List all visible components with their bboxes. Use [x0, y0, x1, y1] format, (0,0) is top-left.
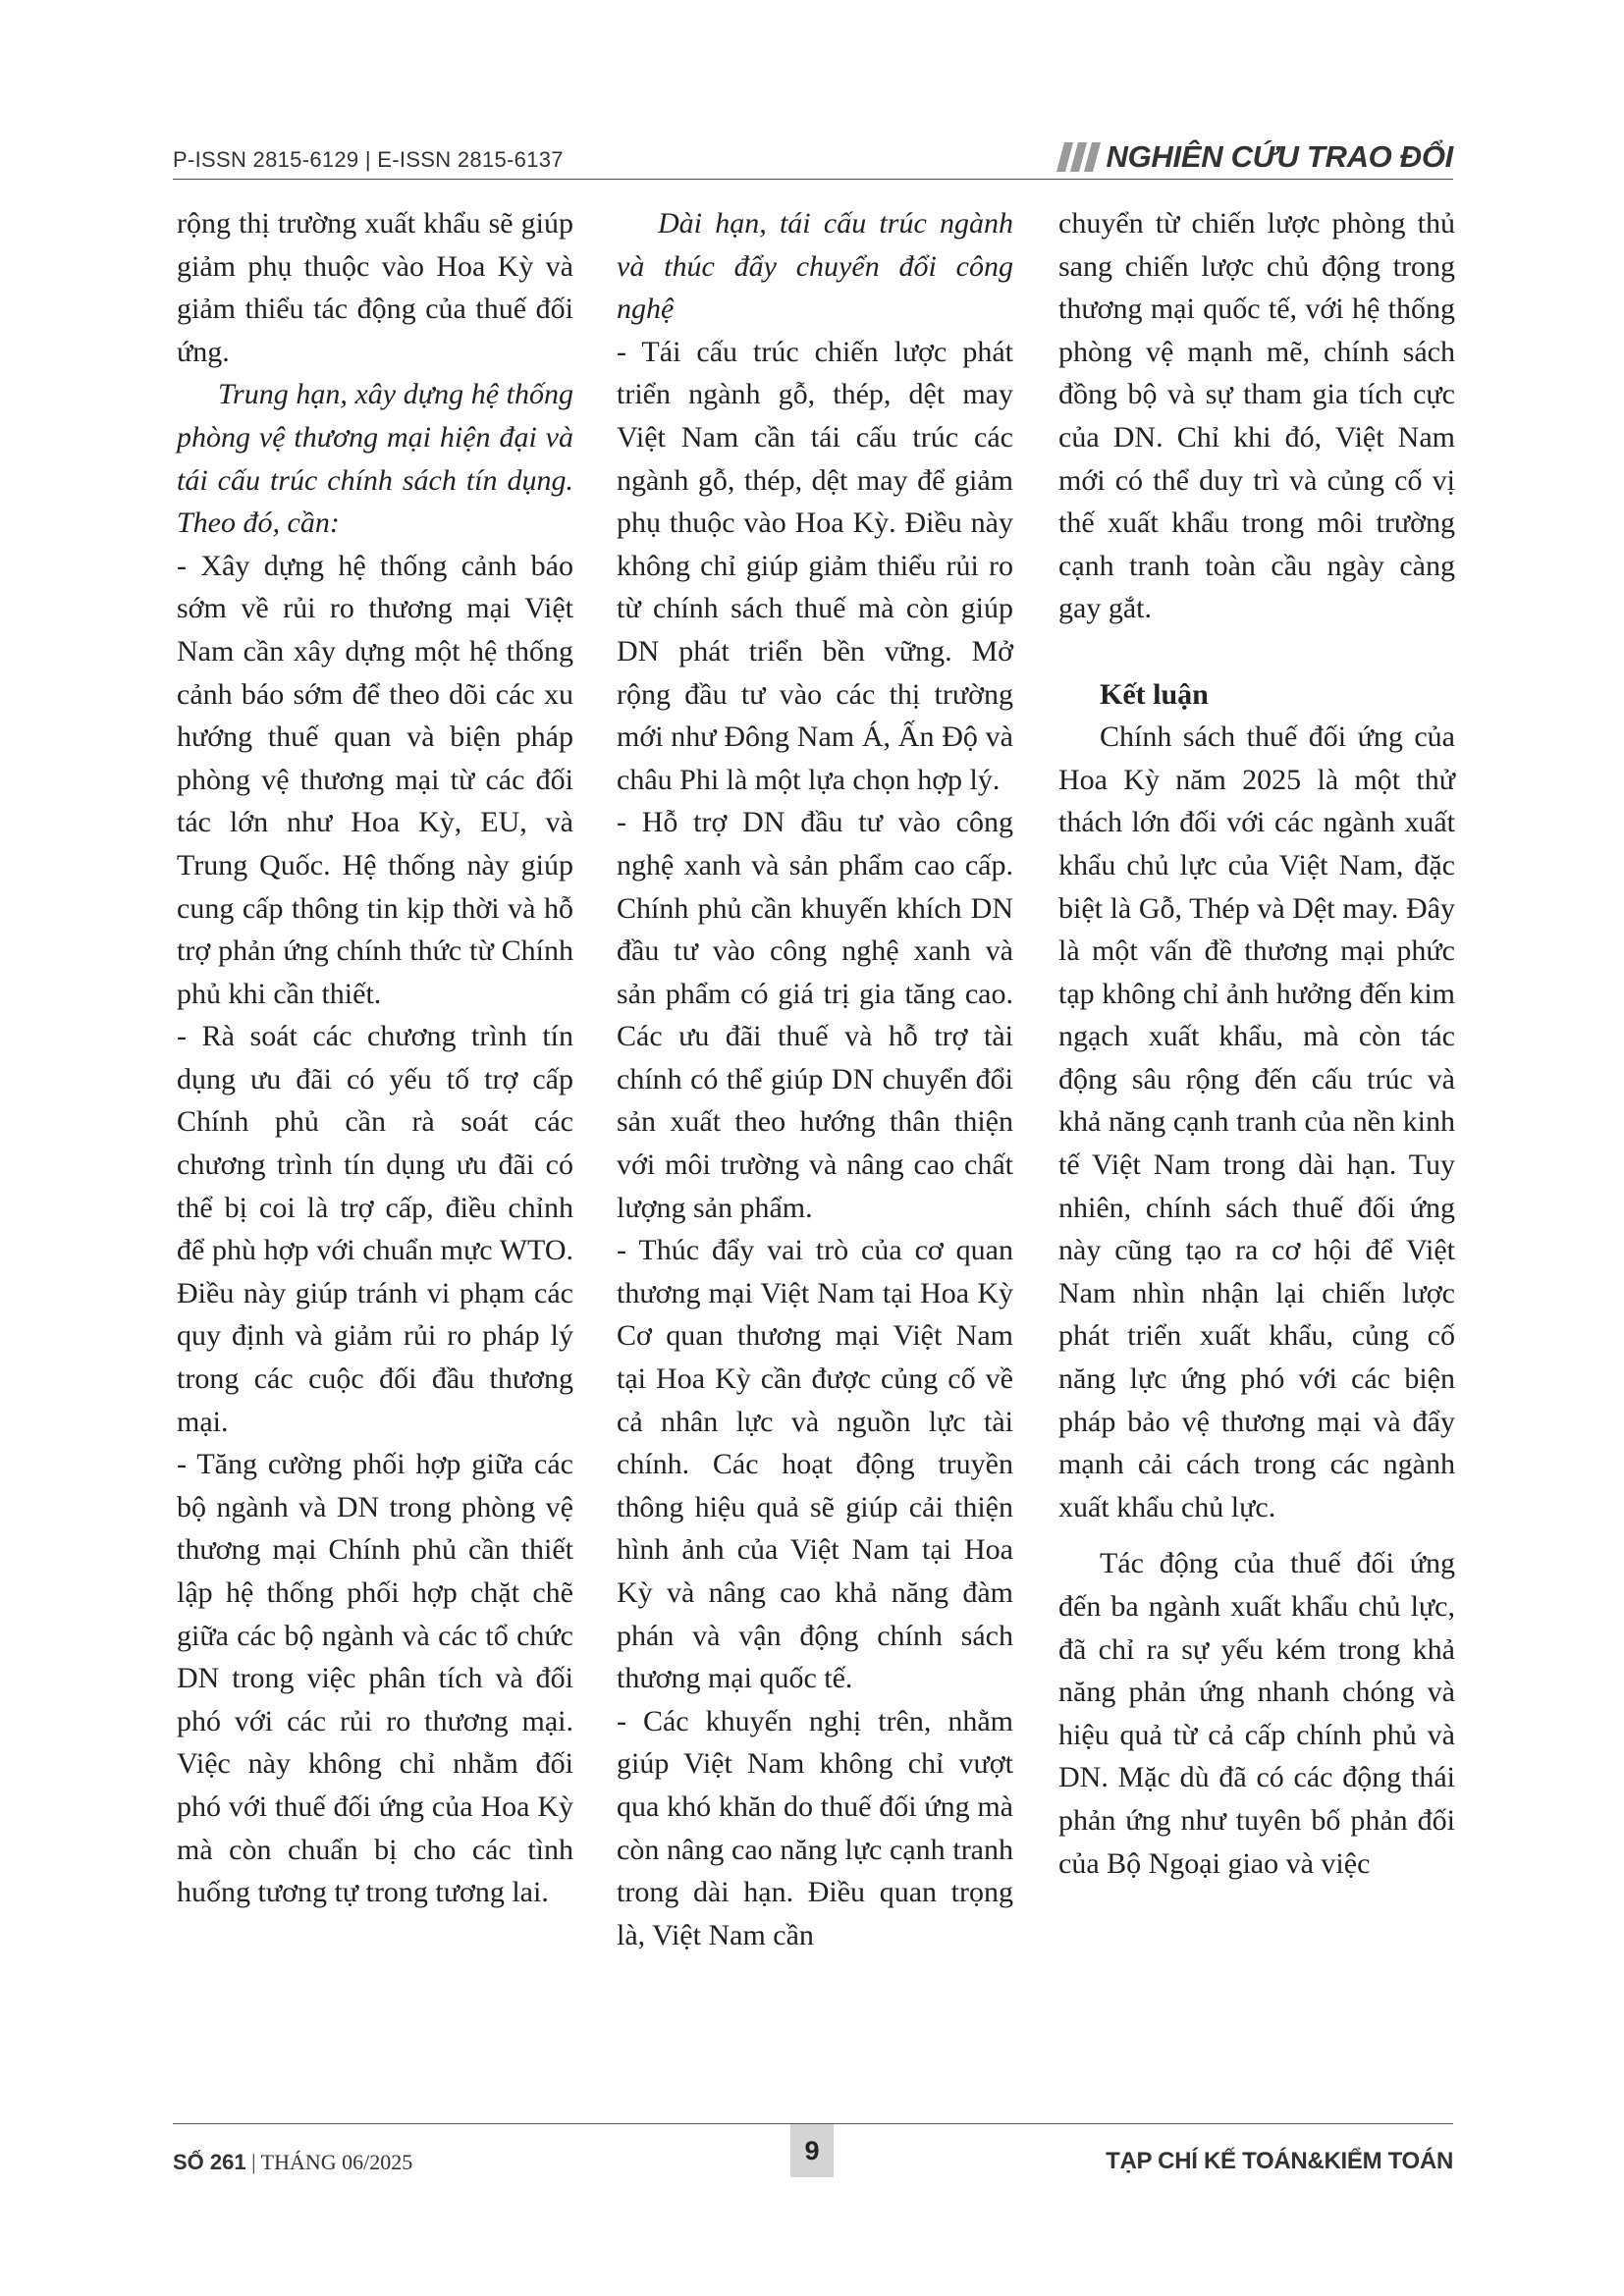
- page-number: 9: [790, 2124, 834, 2177]
- col1-bullet-coordination: - Tăng cường phối hợp giữa các bộ ngành và DN trong phòng vệ thương mại Chính phủ cần thiết lập hệ thống phối hợp chặt chẽ giữa các bộ ngành và các tổ chức DN trong việc phân tích và đối phó với các rủi ro thương mại. Việc này không chỉ nhằm đối phó với thuế đối ứng của Hoa Kỳ mà còn chuẩn bị cho các tình huống tương tự trong tương lai.: [177, 1448, 573, 1909]
- footer-issue: [173, 2150, 412, 2175]
- journal-name: TẠP CHÍ KẾ TOÁN&KIỂM TOÁN: [1106, 2148, 1453, 2174]
- section-bars-decoration: [1060, 142, 1097, 172]
- col2-bullet-green-tech: - Hỗ trợ DN đầu tư vào công nghệ xanh và sản phẩm cao cấp. Chính phủ cần khuyến khích DN đầu tư vào công nghệ xanh và sản phẩm có giá trị gia tăng cao. Các ưu đãi thuế và hỗ trợ tài chính có thể giúp DN chuyển đổi sản xuất theo hướng thân thiện với môi trường và nâng cao chất lượng sản phẩm.: [617, 806, 1013, 1224]
- col2-bullet-trade-office: - Thúc đẩy vai trò của cơ quan thương mại Việt Nam tại Hoa Kỳ Cơ quan thương mại Việt Nam tại Hoa Kỳ cần được củng cố về cả nhân lực và nguồn lực tài chính. Các hoạt động truyền thông hiệu quả sẽ giúp cải thiện hình ảnh của Việt Nam tại Hoa Kỳ và nâng cao khả năng đàm phán và vận động chính sách thương mại quốc tế.: [617, 1234, 1013, 1695]
- col1-bullet-early-warning: - Xây dựng hệ thống cảnh báo sớm về rủi ro thương mại Việt Nam cần xây dựng một hệ thống cảnh báo sớm để theo dõi các xu hướng thuế quan và biện pháp phòng vệ thương mại từ các đối tác lớn như Hoa Kỳ, EU, và Trung Quốc. Hệ thống này giúp cung cấp thông tin kịp thời và hỗ trợ phản ứng chính thức từ Chính phủ khi cần thiết.: [177, 549, 573, 1010]
- issue-date: THÁNG 06/2025: [260, 2150, 413, 2174]
- conclusion-heading: Kết luận: [1100, 677, 1209, 711]
- issn-header: P-ISSN 2815-6129 | E-ISSN 2815-6137: [173, 147, 564, 172]
- col3-paragraph-1: chuyển từ chiến lược phòng thủ sang chiến lược chủ động trong thương mại quốc tế, với hệ thống phòng vệ mạnh mẽ, chính sách đồng bộ và sự tham gia tích cực của DN. Chỉ khi đó, Việt Nam mới có thể duy trì và củng cố vị thế xuất khẩu trong môi trường cạnh tranh toàn cầu ngày càng gay gắt.: [1058, 207, 1455, 625]
- col2-bullet-restructure: - Tái cấu trúc chiến lược phát triển ngành gỗ, thép, dệt may Việt Nam cần tái cấu trúc các ngành gỗ, thép, dệt may để giảm phụ thuộc vào Hoa Kỳ. Điều này không chỉ giúp giảm thiểu rủi ro từ chính sách thuế mà còn giúp DN phát triển bền vững. Mở rộng đầu tư vào các thị trường mới như Đông Nam Á, Ấn Độ và châu Phi là một lựa chọn hợp lý.: [617, 335, 1013, 796]
- col3-conclusion-paragraph-2: Tác động của thuế đối ứng đến ba ngành xuất khẩu chủ lực, đã chỉ ra sự yếu kém trong khả năng phản ứng nhanh chóng và hiệu quả từ cả cấp chính phủ và DN. Mặc dù đã có các động thái phản ứng như tuyên bố phản đối của Bộ Ngoại giao và việc: [1058, 1547, 1455, 1880]
- col1-subheading-medium-term: Trung hạn, xây dựng hệ thống phòng vệ thương mại hiện đại và tái cấu trúc chính sách tín dụng. Theo đó, cần:: [177, 378, 573, 540]
- column-2: [617, 202, 1013, 1956]
- section-header: [1060, 139, 1453, 175]
- column-3: [1058, 202, 1455, 1885]
- issue-separator: |: [245, 2150, 261, 2174]
- issue-number: SỐ 261: [173, 2150, 246, 2174]
- col3-conclusion-paragraph-1: Chính sách thuế đối ứng của Hoa Kỳ năm 2025 là một thử thách lớn đối với các ngành xuất khẩu chủ lực của Việt Nam, đặc biệt là Gỗ, Thép và Dệt may. Đây là một vấn đề thương mại phức tạp không chỉ ảnh hưởng đến kim ngạch xuất khẩu, mà còn tác động sâu rộng đến cấu trúc và khả năng cạnh tranh của nền kinh tế Việt Nam trong dài hạn. Tuy nhiên, chính sách thuế đối ứng này cũng tạo ra cơ hội để Việt Nam nhìn nhận lại chiến lược phát triển xuất khẩu, củng cố năng lực ứng phó với các biện pháp bảo vệ thương mại và đẩy mạnh cải cách trong các ngành xuất khẩu chủ lực.: [1058, 721, 1455, 1523]
- column-1: [177, 202, 573, 1914]
- header-divider: [173, 179, 1453, 180]
- col2-subheading-long-term: Dài hạn, tái cấu trúc ngành và thúc đẩy chuyển đổi công nghệ: [617, 207, 1013, 326]
- col1-paragraph-1: rộng thị trường xuất khẩu sẽ giúp giảm phụ thuộc vào Hoa Kỳ và giảm thiểu tác động của thuế đối ứng.: [177, 207, 573, 368]
- section-title: NGHIÊN CỨU TRAO ĐỔI: [1106, 139, 1453, 174]
- col2-bullet-recommendations: - Các khuyến nghị trên, nhằm giúp Việt Nam không chỉ vượt qua khó khăn do thuế đối ứng mà còn nâng cao năng lực cạnh tranh trong dài hạn. Điều quan trọng là, Việt Nam cần: [617, 1704, 1013, 1951]
- col1-bullet-credit-review: - Rà soát các chương trình tín dụng ưu đãi có yếu tố trợ cấp Chính phủ cần rà soát các chương trình tín dụng ưu đãi có thể bị coi là trợ cấp, điều chỉnh để phù hợp với chuẩn mực WTO. Điều này giúp tránh vi phạm các quy định và giảm rủi ro pháp lý trong các cuộc đối đầu thương mại.: [177, 1020, 573, 1438]
